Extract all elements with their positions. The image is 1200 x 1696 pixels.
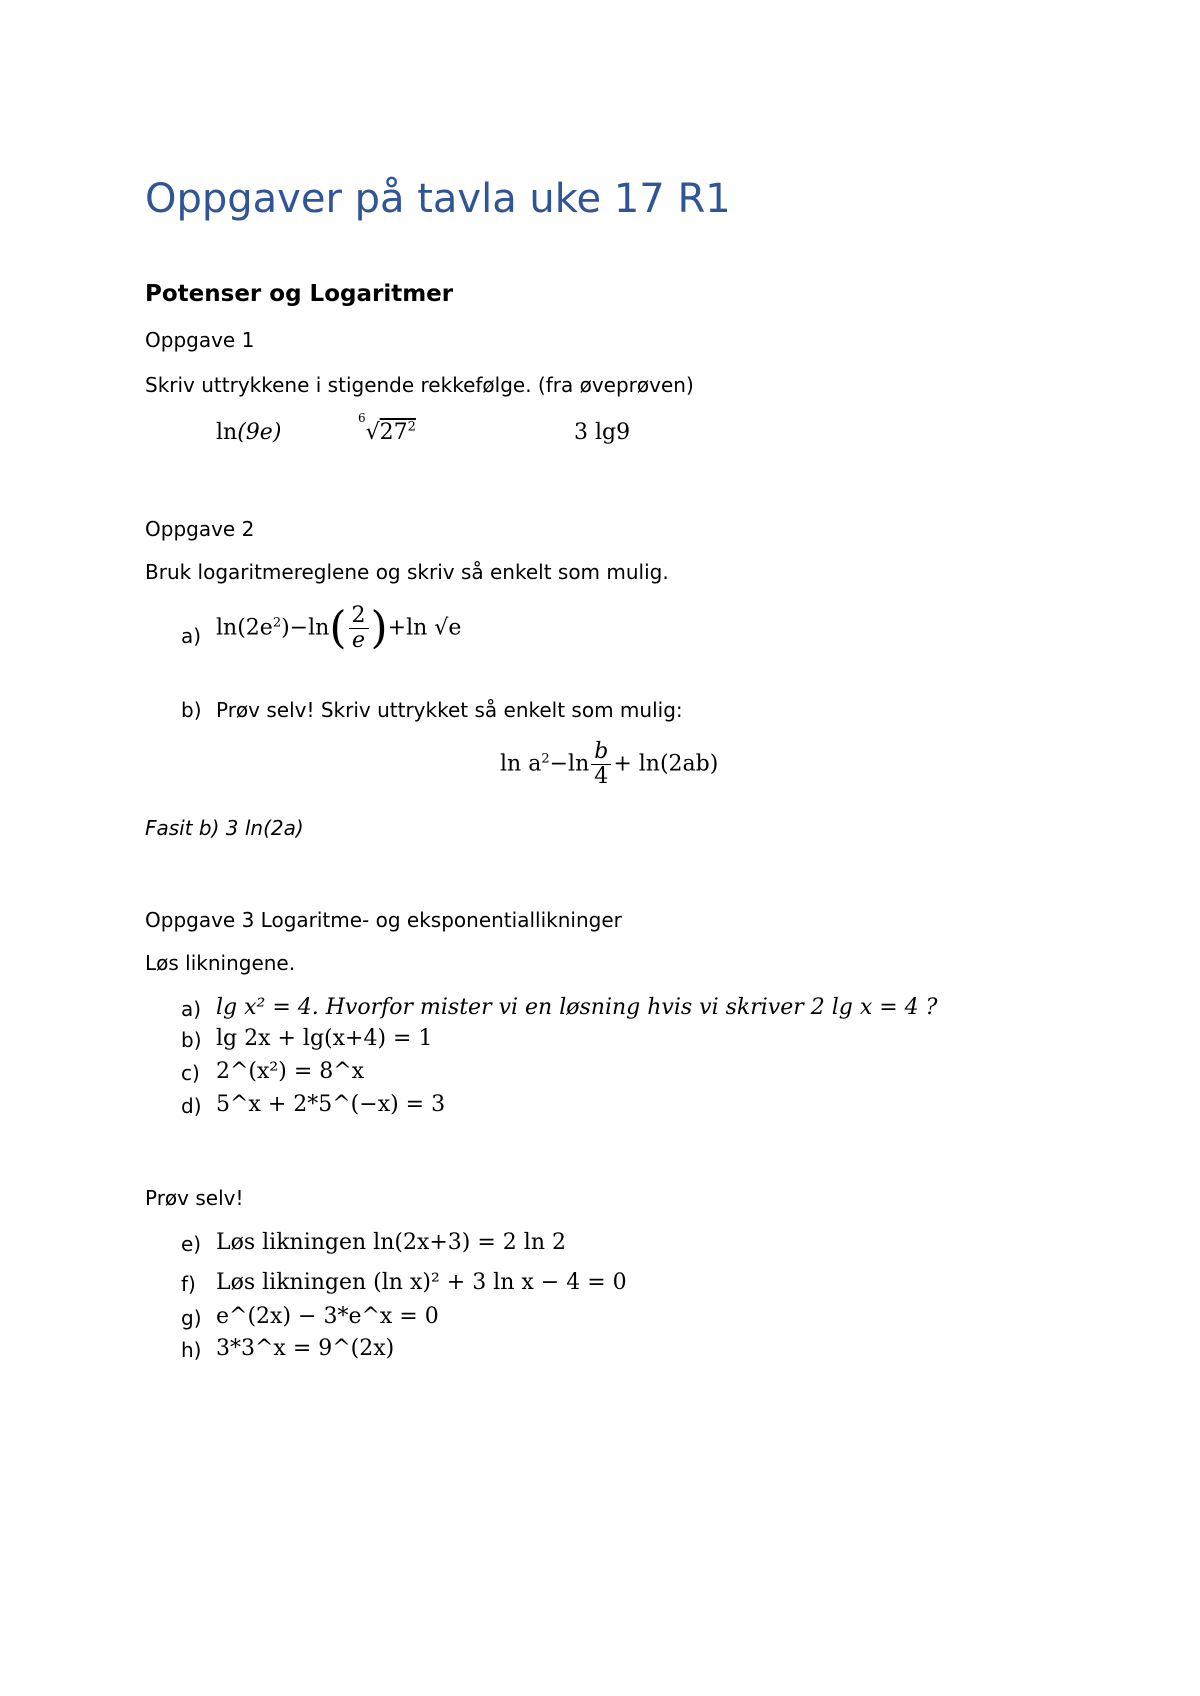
root-index: 6 [358,411,366,425]
o2a-fraction [349,604,369,653]
o2b-exp: 2 [541,751,550,767]
o2a-frac-num: 2 [349,604,369,629]
expr-ln-fn: ln [216,420,238,445]
oppgave-3a-expr: lg x² = 4. Hvorfor mister vi en løsning hvis vi skriver 2 lg x = 4 ? [216,995,938,1020]
o2b-part1: ln a [500,751,542,777]
fasit-text: Fasit b) 3 ln(2a) [145,816,304,840]
radical-icon: √ [365,420,380,445]
o2a-part2: )−ln [281,615,330,641]
oppgave-f-expr: Løs likningen (ln x)² + 3 ln x − 4 = 0 [216,1270,627,1295]
oppgave-3c-expr: 2^(x²) = 8^x [216,1059,365,1084]
oppgave-e-label: e) [181,1232,202,1256]
oppgave-f-label: f) [181,1272,196,1296]
oppgave-h-expr: 3*3^x = 9^(2x) [216,1336,395,1361]
root-exp: 2 [407,419,416,435]
oppgave-3-instruction: Løs likningene. [145,951,296,975]
section-heading: Potenser og Logaritmer [145,281,454,307]
oppgave-3d-label: d) [181,1094,202,1118]
o2b-part2: −ln [549,751,590,777]
oppgave-3b-label: b) [181,1028,202,1052]
expr-3lg9: 3 lg9 [574,420,631,445]
o2b-frac-num: b [591,740,611,765]
o2a-exp: 2 [272,615,282,631]
oppgave-1-label: Oppgave 1 [145,328,255,352]
oppgave-h-label: h) [181,1338,202,1362]
o2b-fraction [591,740,611,789]
expr-ln-arg: (9e) [237,420,282,445]
prov-selv-label: Prøv selv! [145,1186,244,1210]
o2a-frac-den: e [351,628,366,654]
oppgave-g-expr: e^(2x) − 3*e^x = 0 [216,1304,439,1329]
oppgave-e-expr: Løs likningen ln(2x+3) = 2 ln 2 [216,1230,566,1255]
oppgave-2b-text: Prøv selv! Skriv uttrykket så enkelt som mulig: [216,698,683,722]
oppgave-2-label: Oppgave 2 [145,517,255,541]
oppgave-2a-expr: $\ln(2e^2)-\ln$( $\frac{2}{e}$ )+ln √e [216,602,462,654]
oppgave-2-instruction: Bruk logaritmereglene og skriv så enkelt som mulig. [145,560,669,584]
o2a-part3: +ln √e [387,615,462,641]
oppgave-3b-expr: lg 2x + lg(x+4) = 1 [216,1026,433,1051]
o2b-frac-den: 4 [594,764,609,790]
oppgave-3c-label: c) [181,1061,200,1085]
oppgave-3a-label: a) [181,997,202,1021]
oppgave-2b-label: b) [181,698,202,722]
oppgave-g-label: g) [181,1306,202,1330]
root-radicand: 27 [379,420,408,445]
oppgave-2a-label: a) [181,624,202,648]
oppgave-3d-expr: 5^x + 2*5^(−x) = 3 [216,1092,446,1117]
oppgave-3-label: Oppgave 3 Logaritme- og eksponentiallikninger [145,908,622,932]
oppgave-1-instruction: Skriv uttrykkene i stigende rekkefølge. (fra øveprøven) [145,373,694,397]
o2a-part1: ln(2e [216,615,273,641]
page-title: Oppgaver på tavla uke 17 R1 [145,176,731,222]
oppgave-2b-expr [500,740,718,789]
expr-ln-9e [216,420,281,445]
o2b-part3: + ln(2ab) [613,751,719,777]
expr-root [358,411,416,445]
